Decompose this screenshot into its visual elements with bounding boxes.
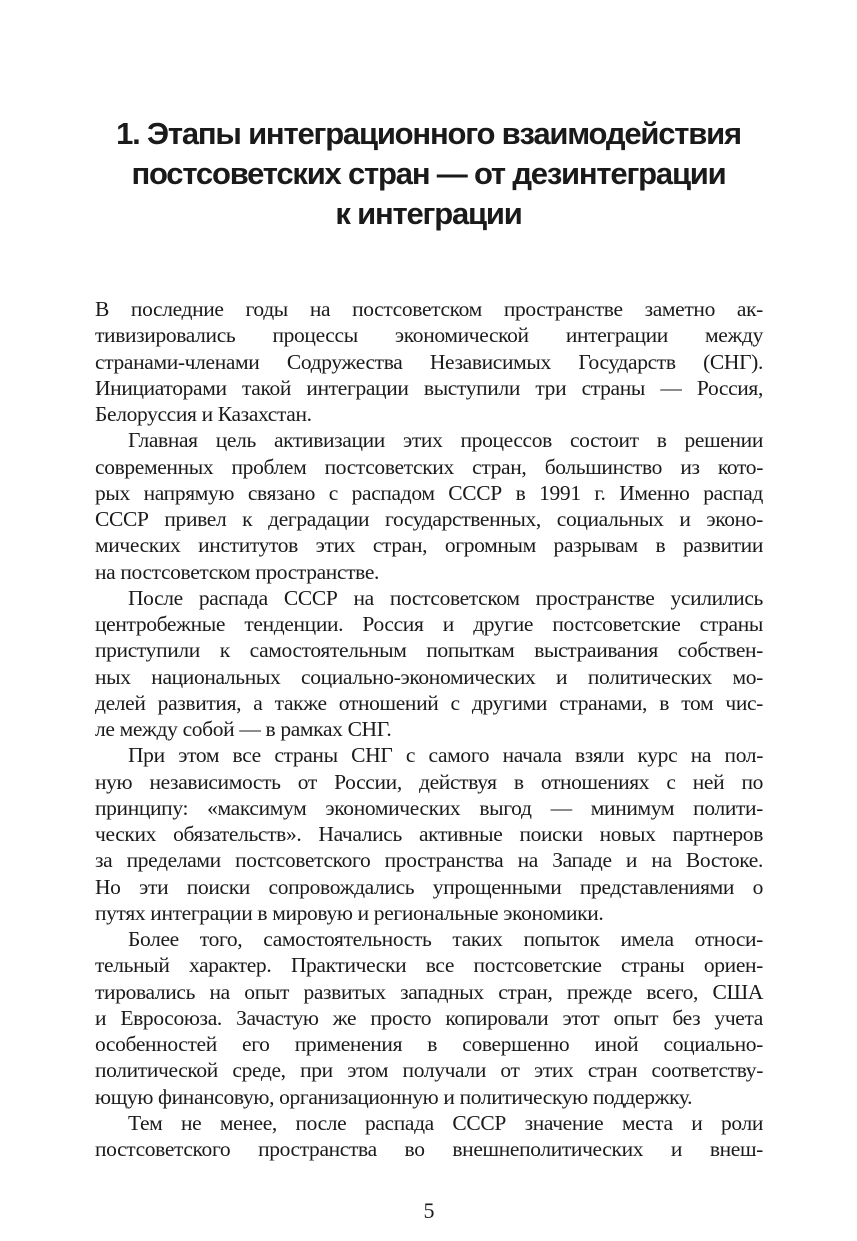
chapter-title	[0, 114, 857, 234]
text-line: В последние годы на постсоветском пространстве заметно ак-	[95, 297, 763, 321]
text-line: После распада СССР на постсоветском пространстве усилились	[128, 585, 763, 610]
page-content	[95, 296, 763, 1224]
text-line: путях интеграции в мировую и региональные экономики.	[95, 900, 604, 925]
text-line: и Евросоюза. Зачастую же просто копировали этот опыт без учета	[95, 1005, 763, 1030]
text-line: При этом все страны СНГ с самого начала взяли курс на пол-	[128, 743, 763, 768]
body-text	[95, 296, 763, 1162]
paragraph	[95, 1110, 763, 1163]
paragraph	[95, 585, 763, 743]
text-line: Белоруссия и Казахстан.	[95, 402, 312, 426]
text-line: особенностей его применения в совершенно иной социально-	[95, 1032, 763, 1056]
paragraph	[95, 427, 763, 585]
text-line: приступили к самостоятельным попыткам выстраивания собствен-	[95, 638, 763, 663]
text-line: ную независимость от России, действуя в отношениях с ней по	[95, 769, 763, 794]
text-line: мических институтов этих стран, огромным разрывам в развитии	[95, 533, 763, 558]
text-line: Но эти поиски сопровождались упрощенными представлениями о	[95, 874, 763, 899]
text-line: постсоветского пространства во внешнеполитических и внеш-	[95, 1137, 763, 1161]
text-line: тировались на опыт развитых западных стран, прежде всего, США	[95, 979, 763, 1004]
text-line: ных национальных социально-экономических и политических мо-	[95, 664, 763, 689]
text-line: тельный характер. Практически все постсоветские страны ориен-	[95, 953, 763, 978]
text-line: принципу: «максимум экономических выгод — минимум полити-	[95, 795, 763, 820]
text-line: делей развития, а также отношений с другими странами, в том чис-	[95, 690, 763, 715]
text-line: ческих обязательств». Начались активные поиски новых партнеров	[95, 822, 763, 846]
text-line: Инициаторами такой интеграции выступили три страны — Россия,	[95, 375, 763, 400]
paragraph	[95, 742, 763, 926]
text-line: тивизировались процессы экономической интеграции между	[95, 323, 763, 348]
text-line: Тем не менее, после распада СССР значение места и роли	[128, 1110, 763, 1135]
chapter-title-line: к интеграции	[335, 196, 522, 231]
text-line: центробежные тенденции. Россия и другие постсоветские страны	[95, 612, 763, 636]
text-line: ющую финансовую, организационную и политическую поддержку.	[95, 1084, 693, 1109]
page-number: 5	[423, 1198, 435, 1224]
text-line: политической среде, при этом получали от этих стран соответству-	[95, 1058, 763, 1083]
text-line: СССР привел к деградации государственных, социальных и эконо-	[95, 507, 763, 531]
chapter-title-line: 1. Этапы интеграционного взаимодействия	[116, 116, 741, 151]
text-line: Главная цель активизации этих процессов состоит в решении	[128, 428, 763, 453]
text-line: за пределами постсоветского пространства на Западе и на Востоке.	[95, 848, 763, 873]
text-line: странами-членами Содружества Независимых Государств (СНГ).	[95, 349, 763, 374]
chapter-title-line: постсоветских стран — от дезинтеграции	[131, 156, 726, 191]
paragraph	[95, 926, 763, 1110]
paragraph	[95, 296, 763, 427]
text-line: Более того, самостоятельность таких попыток имела относи-	[128, 927, 763, 951]
text-line: на постсоветском пространстве.	[95, 559, 380, 584]
text-line: современных проблем постсоветских стран, большинство из кото-	[95, 454, 763, 479]
text-line: рых напрямую связано с распадом СССР в 1991 г. Именно распад	[95, 480, 763, 505]
text-line: ле между собой — в рамках СНГ.	[95, 717, 392, 741]
